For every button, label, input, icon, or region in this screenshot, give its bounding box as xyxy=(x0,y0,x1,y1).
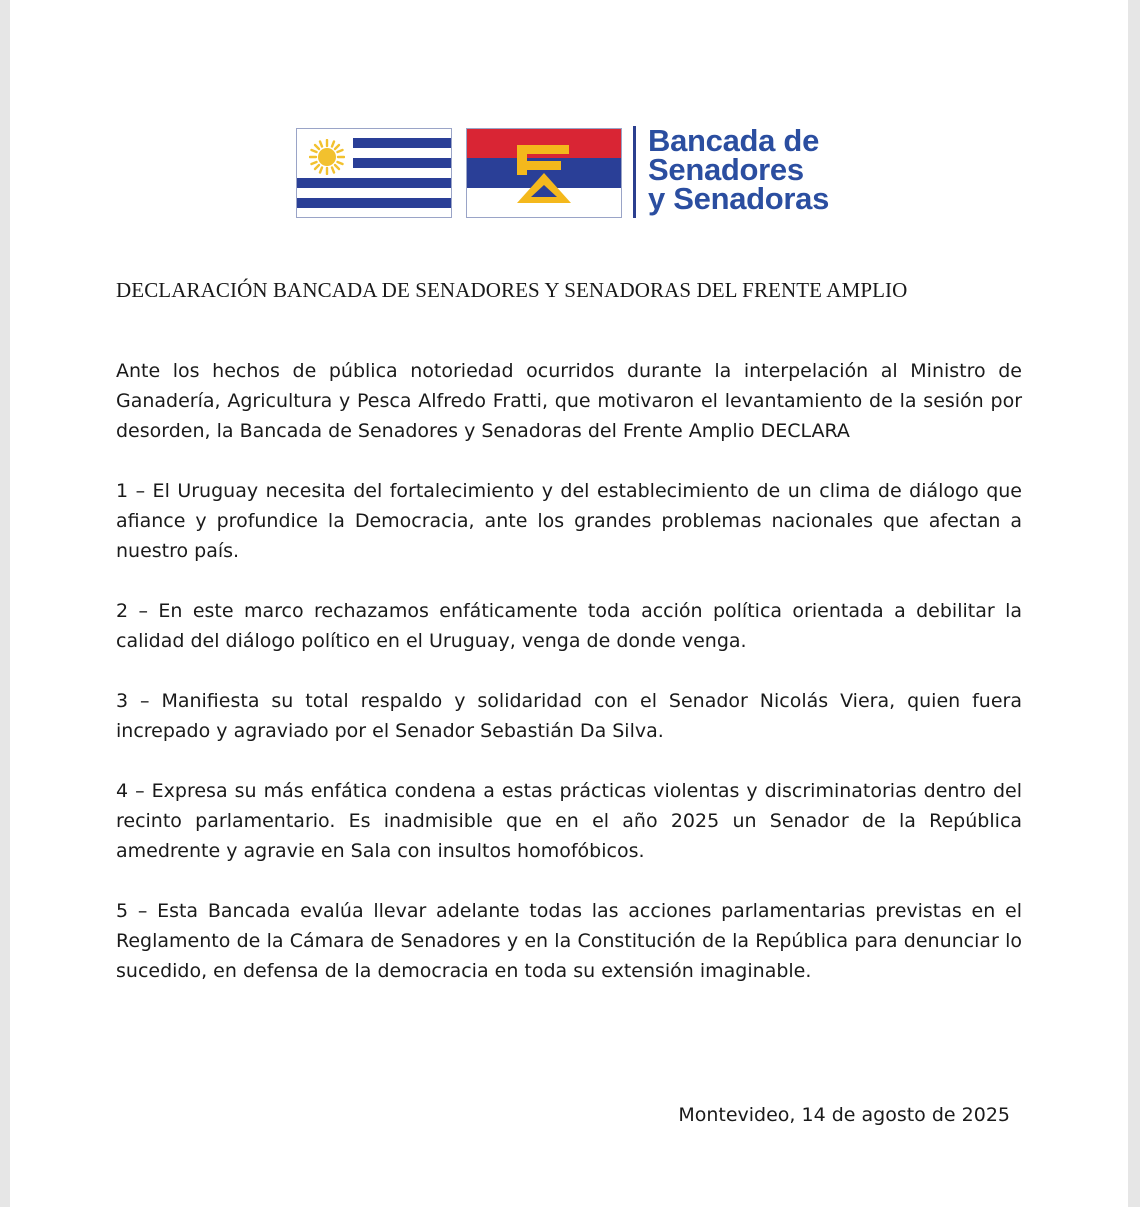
document-date: Montevideo, 14 de agosto de 2025 xyxy=(678,1104,1010,1126)
bancada-name-line3: y Senadoras xyxy=(648,181,830,216)
point-1: 1 – El Uruguay necesita del fortalecimiento y del establecimiento de un clima de diálogo que afiance y profundice la Democracia, ante los grandes problemas nacionales que afectan a nuestro país. xyxy=(116,480,1022,562)
bancada-logo xyxy=(296,123,876,222)
document-title: DECLARACIÓN BANCADA DE SENADORES Y SENADORAS DEL FRENTE AMPLIO xyxy=(116,278,908,302)
frente-amplio-flag-icon xyxy=(466,128,622,218)
point-3: 3 – Manifiesta su total respaldo y solidaridad con el Senador Nicolás Viera, quien fuera increpado y agraviado por el Senador Sebastián Da Silva. xyxy=(116,690,1022,742)
sun-icon xyxy=(309,139,345,175)
bancada-name-line2: Senadores xyxy=(648,152,804,187)
point-4: 4 – Expresa su más enfática condena a estas prácticas violentas y discriminatorias dentro del recinto parlamentario. Es inadmisible que en el año 2025 un Senador de la República amedrente y agravie en Sala con insultos homofóbicos. xyxy=(116,780,1022,862)
bancada-name xyxy=(648,123,878,216)
intro-paragraph: Ante los hechos de pública notoriedad ocurridos durante la interpelación al Ministro de Ganadería, Agricultura y Pesca Alfredo Fratti, que motivaron el levantamiento de la sesión por desorden, la Bancada de Senadores y Senadoras del Frente Amplio DECLARA xyxy=(116,360,1022,442)
bancada-name-line1: Bancada de xyxy=(648,123,820,158)
document-body xyxy=(116,356,1022,1016)
document-page xyxy=(10,0,1128,1207)
uruguay-flag-icon xyxy=(296,128,452,218)
point-5: 5 – Esta Bancada evalúa llevar adelante todas las acciones parlamentarias previstas en el Reglamento de la Cámara de Senadores y en la Constitución de la República para denunciar lo sucedido, en defensa de la democracia en toda su extensión imaginable. xyxy=(116,900,1022,982)
point-2: 2 – En este marco rechazamos enfáticamente toda acción política orientada a debilitar la calidad del diálogo político en el Uruguay, venga de donde venga. xyxy=(116,600,1022,652)
logo-divider xyxy=(633,126,636,218)
frente-amplio-emblem-icon xyxy=(467,129,621,217)
